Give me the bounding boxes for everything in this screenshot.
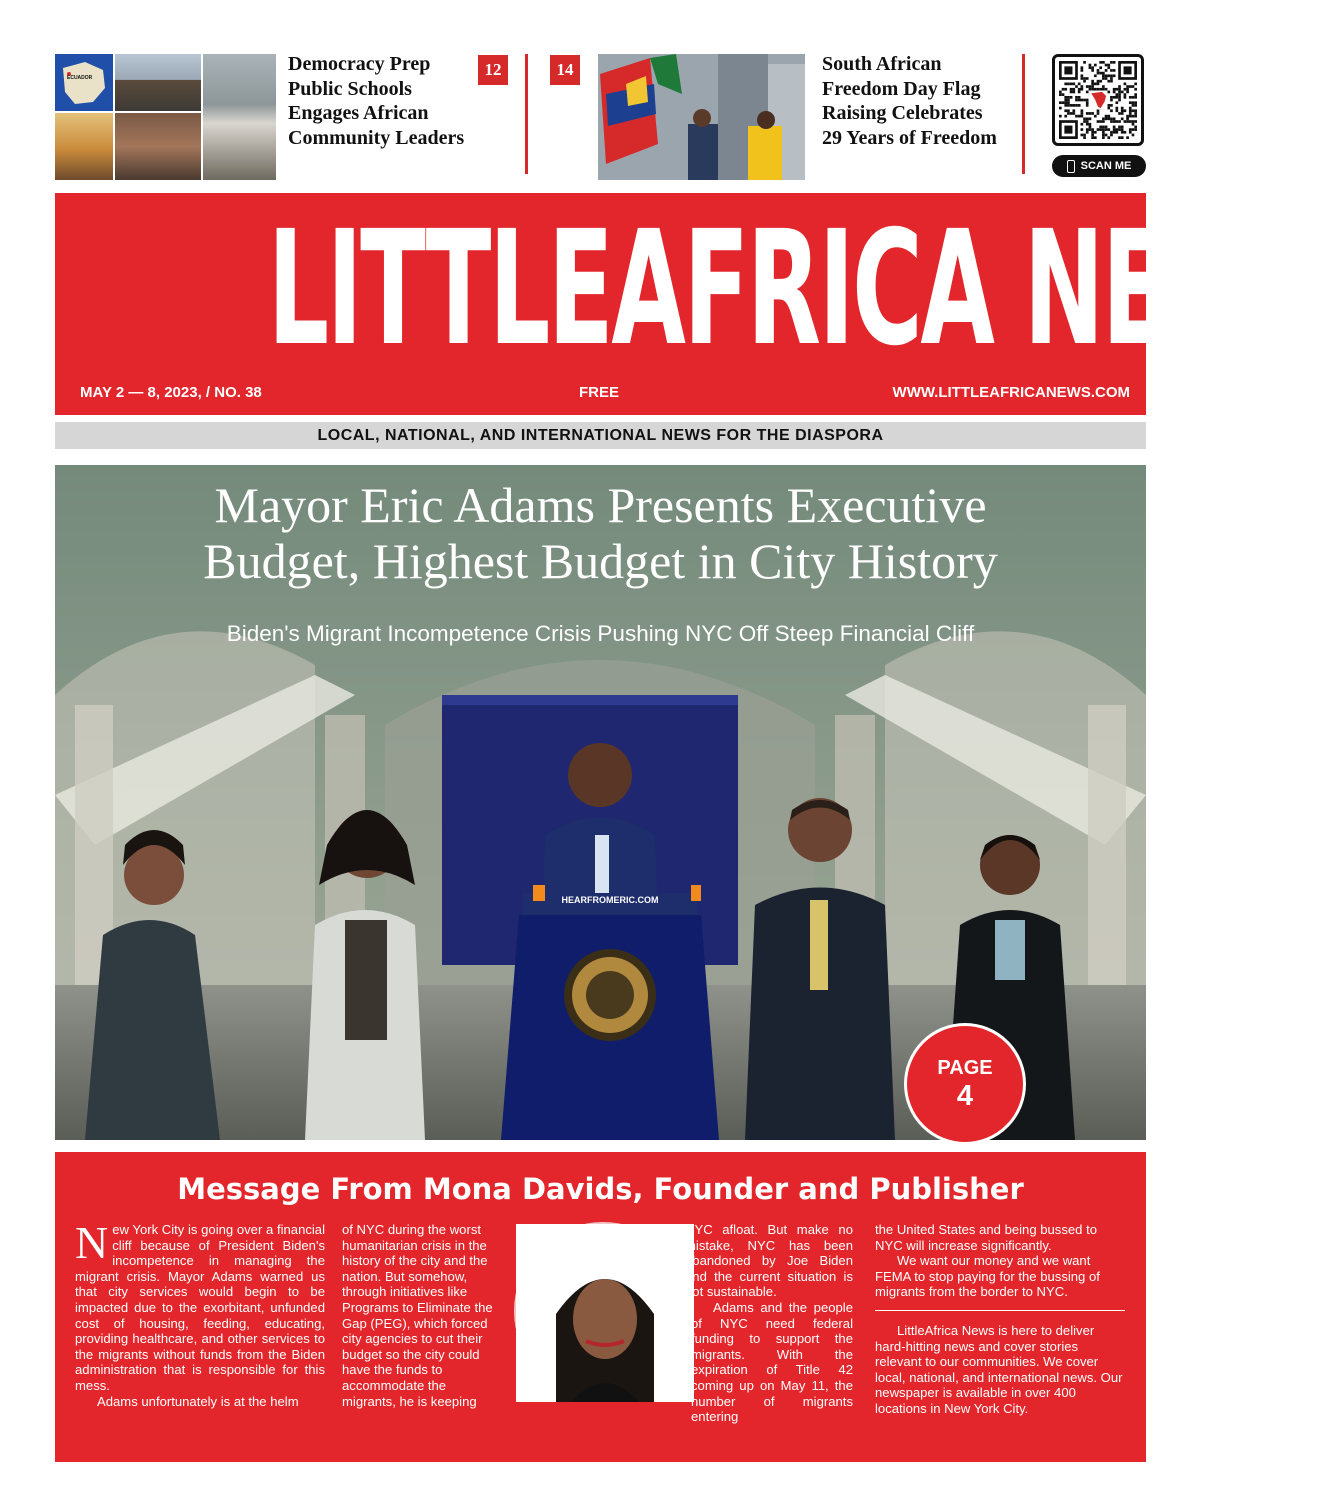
teaser-divider <box>1022 54 1025 174</box>
scan-me-label: SCAN ME <box>1080 160 1132 172</box>
message-paragraph: We want our money and we want FEMA to stop paying for the bussing of migrants from the border to NYC. <box>875 1253 1100 1300</box>
teaser-headline-line: Raising Celebrates <box>822 102 983 124</box>
message-column-3 <box>663 1222 853 1425</box>
phone-icon <box>1067 160 1075 173</box>
masthead <box>55 193 1336 415</box>
teaser-headline-line: South African <box>822 53 942 75</box>
teaser-flag-raising-photo[interactable] <box>598 54 805 180</box>
publisher-message-box <box>55 1152 1146 1462</box>
teaser-headline-line: 29 Years of Freedom <box>822 126 997 149</box>
message-paragraph: LittleAfrica News is here to deliver hard-hitting news and cover stories relevant to our communities. We cover local, national, and international news. Our newspaper is available in over 400 locations in New York City. <box>875 1322 1123 1416</box>
teaser-page-badge[interactable]: 12 <box>478 55 508 85</box>
teaser-headline-democracy-prep[interactable] <box>288 52 464 150</box>
issue-date: MAY 2 — 8, 2023, / NO. 38 <box>80 384 262 401</box>
teaser-headline-line: Public Schools <box>288 77 412 100</box>
message-column-2 <box>342 1222 497 1409</box>
scan-me-button[interactable] <box>1052 155 1146 177</box>
hero-subheadline: Biden's Migrant Incompetence Crisis Pushing NYC Off Steep Financial Cliff <box>226 621 975 646</box>
page-badge-number: 4 <box>956 1080 974 1112</box>
teaser-headline-line: Democracy Prep <box>288 53 431 75</box>
dropcap: N <box>75 1217 109 1268</box>
website-link[interactable]: WWW.LITTLEAFRICANEWS.COM <box>892 384 1130 401</box>
teaser-divider <box>525 54 528 174</box>
collage-map-label: ECUADOR <box>67 75 93 81</box>
teaser-headline-south-african-freedom-day[interactable] <box>822 52 997 150</box>
teaser-collage-photo[interactable] <box>55 54 276 180</box>
qr-code[interactable] <box>1052 54 1144 146</box>
hero-story[interactable] <box>55 465 1146 1140</box>
masthead-title: LITTLEAFRICA NEWS <box>267 197 1336 381</box>
message-paragraph: of NYC during the worst humanitarian crisis in the history of the city and the nation. But somehow, through initiatives like Programs to Eliminate the Gap (PEG), which forced city agencies to cut their budget so the city could have the funds to accommodate the migrants, he is keeping <box>342 1222 493 1409</box>
ecuador-map-image <box>55 54 113 111</box>
tagline-bar <box>55 422 1146 449</box>
message-paragraph: NYC afloat. But make no mistake, NYC has been abandoned by Joe Biden and the current situation is not sustainable. <box>685 1222 853 1300</box>
teaser-headline-line: Community Leaders <box>288 126 465 149</box>
svg-text:HEARFROMERIC.COM: HEARFROMERIC.COM <box>561 895 659 905</box>
collage-photo-cell <box>115 54 201 111</box>
collage-photo-cell <box>55 113 113 180</box>
column-divider <box>875 1310 1125 1311</box>
hero-headline-line: Mayor Eric Adams Presents Executive <box>214 477 987 533</box>
message-column-4 <box>875 1222 1125 1417</box>
hero-headline-line: Budget, Highest Budget in City History <box>203 533 998 589</box>
price-label: FREE <box>579 384 620 401</box>
message-column-1 <box>75 1217 325 1409</box>
flag-raising-illustration <box>598 54 805 180</box>
page-badge-label: PAGE <box>937 1057 993 1079</box>
page-4-badge[interactable] <box>904 1023 1026 1145</box>
message-paragraph: the United States and being bussed to NYC will increase significantly. <box>875 1222 1098 1253</box>
qr-code-pattern <box>1059 61 1137 139</box>
message-paragraph: Adams unfortunately is at the helm <box>97 1393 299 1409</box>
teaser-headline-line: Freedom Day Flag <box>822 77 981 100</box>
message-paragraph: Adams and the people of NYC need federal funding to support the migrants. With the expiration of Title 42 coming up on May 11, the number of migrants entering <box>691 1299 853 1425</box>
hero-headline[interactable] <box>55 477 1146 589</box>
message-paragraph-text: ew York City is going over a financial cliff because of President Biden's incompetence in managing the migrant crisis. Mayor Adams warned us that city services would begin to be impacted due to the exorbitant, unfunded cost of housing, feeding, educating, providing healthcare, and other services to the migrants without funds from the Biden administration that is responsible for this mess. <box>75 1222 325 1393</box>
message-paragraph <box>75 1217 325 1394</box>
publisher-message-title: Message From Mona Davids, Founder and Publisher <box>177 1172 1024 1206</box>
tagline-text: LOCAL, NATIONAL, AND INTERNATIONAL NEWS FOR THE DIASPORA <box>317 426 884 444</box>
teaser-headline-line: Engages African <box>288 102 429 124</box>
teaser-page-badge[interactable]: 14 <box>550 55 580 85</box>
collage-photo-cell <box>115 113 201 180</box>
collage-photo-cell <box>203 54 276 180</box>
